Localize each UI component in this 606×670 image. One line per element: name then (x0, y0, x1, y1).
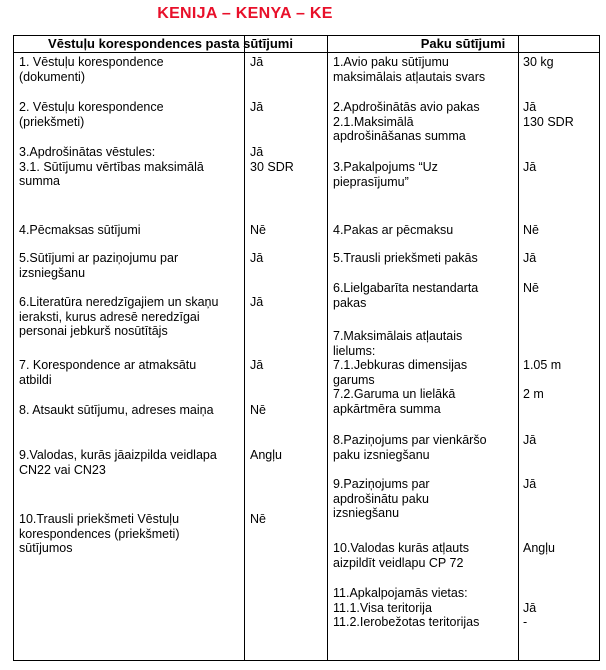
right-row-label: 3.Pakalpojums “Uz pieprasījumu” (333, 160, 438, 189)
section-divider (327, 36, 328, 660)
column-divider (244, 36, 245, 660)
right-row-label: 7.Maksimālais atļautais lielums: 7.1.Jebkuras dimensijas garums 7.2.Garuma un lielākā apkārtmēra summa (333, 329, 468, 416)
header-letter-mail: Vēstuļu korespondences pasta sūtījumi (48, 36, 293, 51)
left-row-label: 1. Vēstuļu korespondence (dokumenti) (19, 55, 164, 84)
left-row-value: Nē (250, 223, 266, 237)
left-row-label: 8. Atsaukt sūtījumu, adreses maiņa (19, 403, 214, 417)
right-row-value: Angļu (523, 541, 555, 555)
right-row-label: 6.Lielgabarīta nestandarta pakas (333, 281, 479, 310)
right-row-value: 1.05 m 2 m (523, 358, 562, 401)
column-divider (518, 36, 519, 660)
left-row-value: Jā (250, 295, 264, 309)
right-row-value: Nē (523, 281, 539, 295)
right-row-value: Jā - (523, 600, 537, 629)
right-row-label: 10.Valodas kurās atļauts aizpildīt veidlapu CP 72 (333, 541, 469, 570)
left-row-value: Jā (250, 55, 264, 69)
left-row-label: 9.Valodas, kurās jāaizpilda veidlapa CN22 vai CN23 (19, 448, 217, 477)
left-row-label: 5.Sūtījumi ar paziņojumu par izsniegšanu (19, 251, 179, 280)
left-row-value: Angļu (250, 448, 282, 462)
right-row-value: Jā (523, 477, 537, 491)
left-row-label: 10.Trausli priekšmeti Vēstuļu korespondences (priekšmeti) sūtījumos (19, 512, 180, 555)
left-row-label: 3.Apdrošinātas vēstules: 3.1. Sūtījumu vērtības maksimālā summa (19, 145, 204, 188)
right-row-label: 9.Paziņojums par apdrošinātu paku izsniegšanu (333, 477, 430, 520)
right-row-label: 11.Apkalpojamās vietas: 11.1.Visa teritorija 11.2.Ierobežotas teritorijas (333, 586, 480, 629)
right-row-label: 4.Pakas ar pēcmaksu (333, 223, 454, 237)
right-row-value: Jā (523, 251, 537, 265)
left-row-value: Jā (250, 100, 264, 114)
right-row-label: 2.Apdrošinātās avio pakas 2.1.Maksimālā apdrošināšanas summa (333, 100, 480, 143)
left-row-value: Nē (250, 403, 266, 417)
left-row-label: 4.Pēcmaksas sūtījumi (19, 223, 141, 237)
right-row-value: Jā (523, 160, 537, 174)
left-row-label: 6.Literatūra neredzīgajiem un skaņu ieraksti, kurus adresē neredzīgai personai jebkurš nosūtītājs (19, 295, 219, 338)
right-row-label: 1.Avio paku sūtījumu maksimālais atļautais svars (333, 55, 486, 84)
left-row-value: Jā 30 SDR (250, 145, 294, 174)
left-row-label: 7. Korespondence ar atmaksātu atbildi (19, 358, 197, 387)
right-row-value: Jā 130 SDR (523, 100, 574, 129)
left-row-value: Jā (250, 251, 264, 265)
services-table (13, 35, 600, 661)
right-row-value: Nē (523, 223, 539, 237)
header-divider (14, 52, 599, 53)
page-title: KENIJA – KENYA – KE (157, 5, 333, 22)
left-row-label: 2. Vēstuļu korespondence (priekšmeti) (19, 100, 164, 129)
right-row-label: 8.Paziņojums par vienkāršo paku izsniegšanu (333, 433, 487, 462)
left-row-value: Nē (250, 512, 266, 526)
right-row-value: 30 kg (523, 55, 554, 69)
right-row-label: 5.Trausli priekšmeti pakās (333, 251, 478, 265)
right-row-value: Jā (523, 433, 537, 447)
left-row-value: Jā (250, 358, 264, 372)
header-parcels: Paku sūtījumi (420, 36, 506, 51)
